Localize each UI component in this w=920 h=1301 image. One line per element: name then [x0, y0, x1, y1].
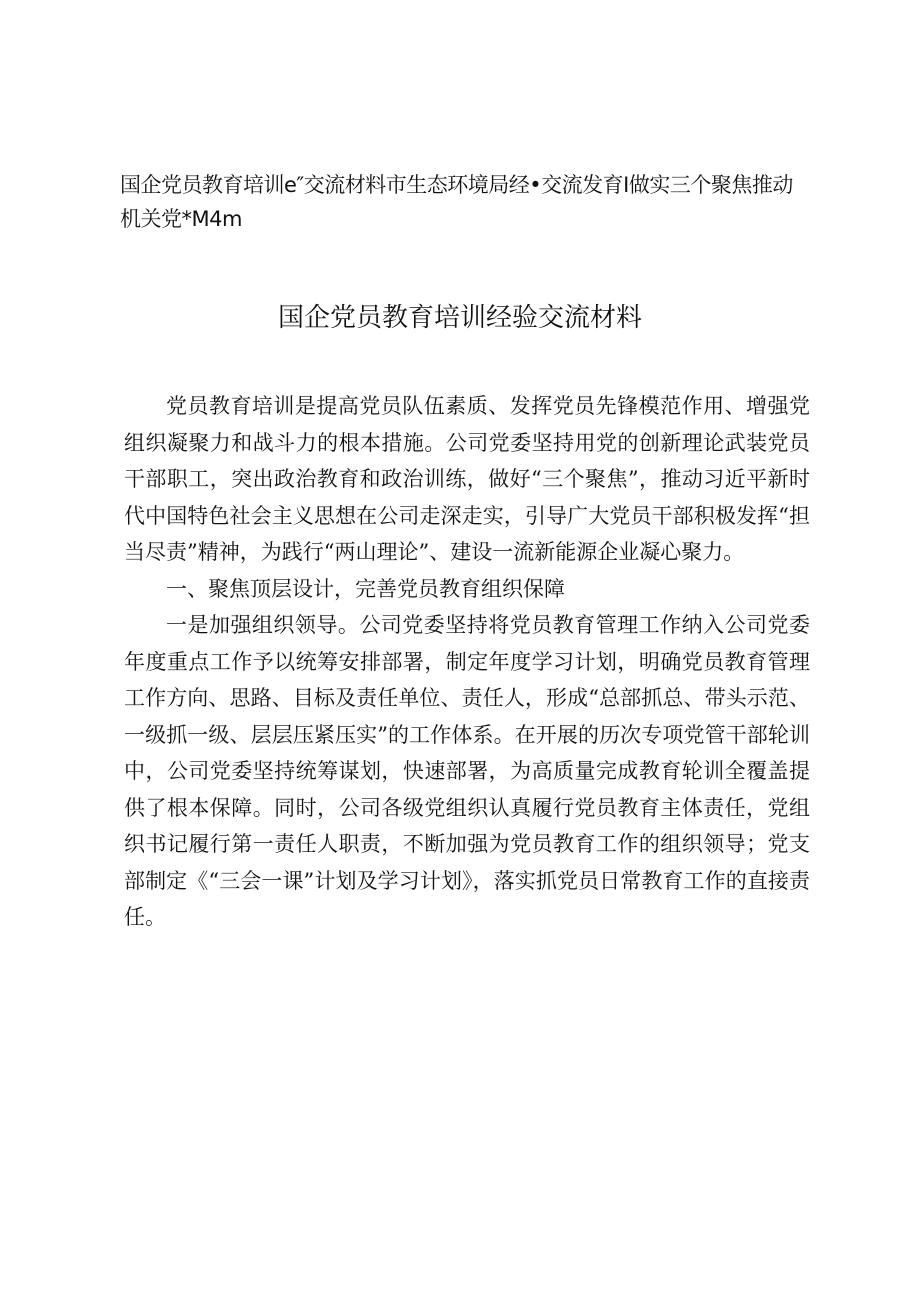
- intro-paragraph: 党员教育培训是提高党员队伍素质、发挥党员先锋模范作用、增强党组织凝聚力和战斗力的根本措施。公司党委坚持用党的创新理论武装党员干部职工，突出政治教育和政治训练，做好“三个聚焦”，推动习近平新时代中国特色社会主义思想在公司走深走实，引导广大党员干部积极发挥“担当尽责”精神，为践行“两山理论”、建设一流新能源企业凝心聚力。: [124, 394, 810, 564]
- section-heading-1: 一、聚焦顶层设计，完善党员教育组织保障: [166, 576, 565, 601]
- document-title: 国企党员教育培训经验交流材料: [277, 303, 642, 333]
- document-body: [124, 388, 810, 936]
- document-header-line: 国企党员教育培训e″交流材料市生态环境局经•交流发育Ⅰ做实三个聚焦推动机关党*M4m: [120, 173, 793, 231]
- section-1-paragraph-1: 一是加强组织领导。公司党委坚持将党员教育管理工作纳入公司党委年度重点工作予以统筹安排部署，制定年度学习计划，明确党员教育管理工作方向、思路、目标及责任单位、责任人，形成“总部抓总、带头示范、一级抓一级、层层压紧压实”的工作体系。在开展的历次专项党管干部轮训中，公司党委坚持统筹谋划，快速部署，为高质量完成教育轮训全覆盖提供了根本保障。同时，公司各级党组织认真履行党员教育主体责任，党组织书记履行第一责任人职责，不断加强为党员教育工作的组织领导；党支部制定《“三会一课”计划及学习计划》，落实抓党员日常教育工作的直接责任。: [124, 613, 810, 929]
